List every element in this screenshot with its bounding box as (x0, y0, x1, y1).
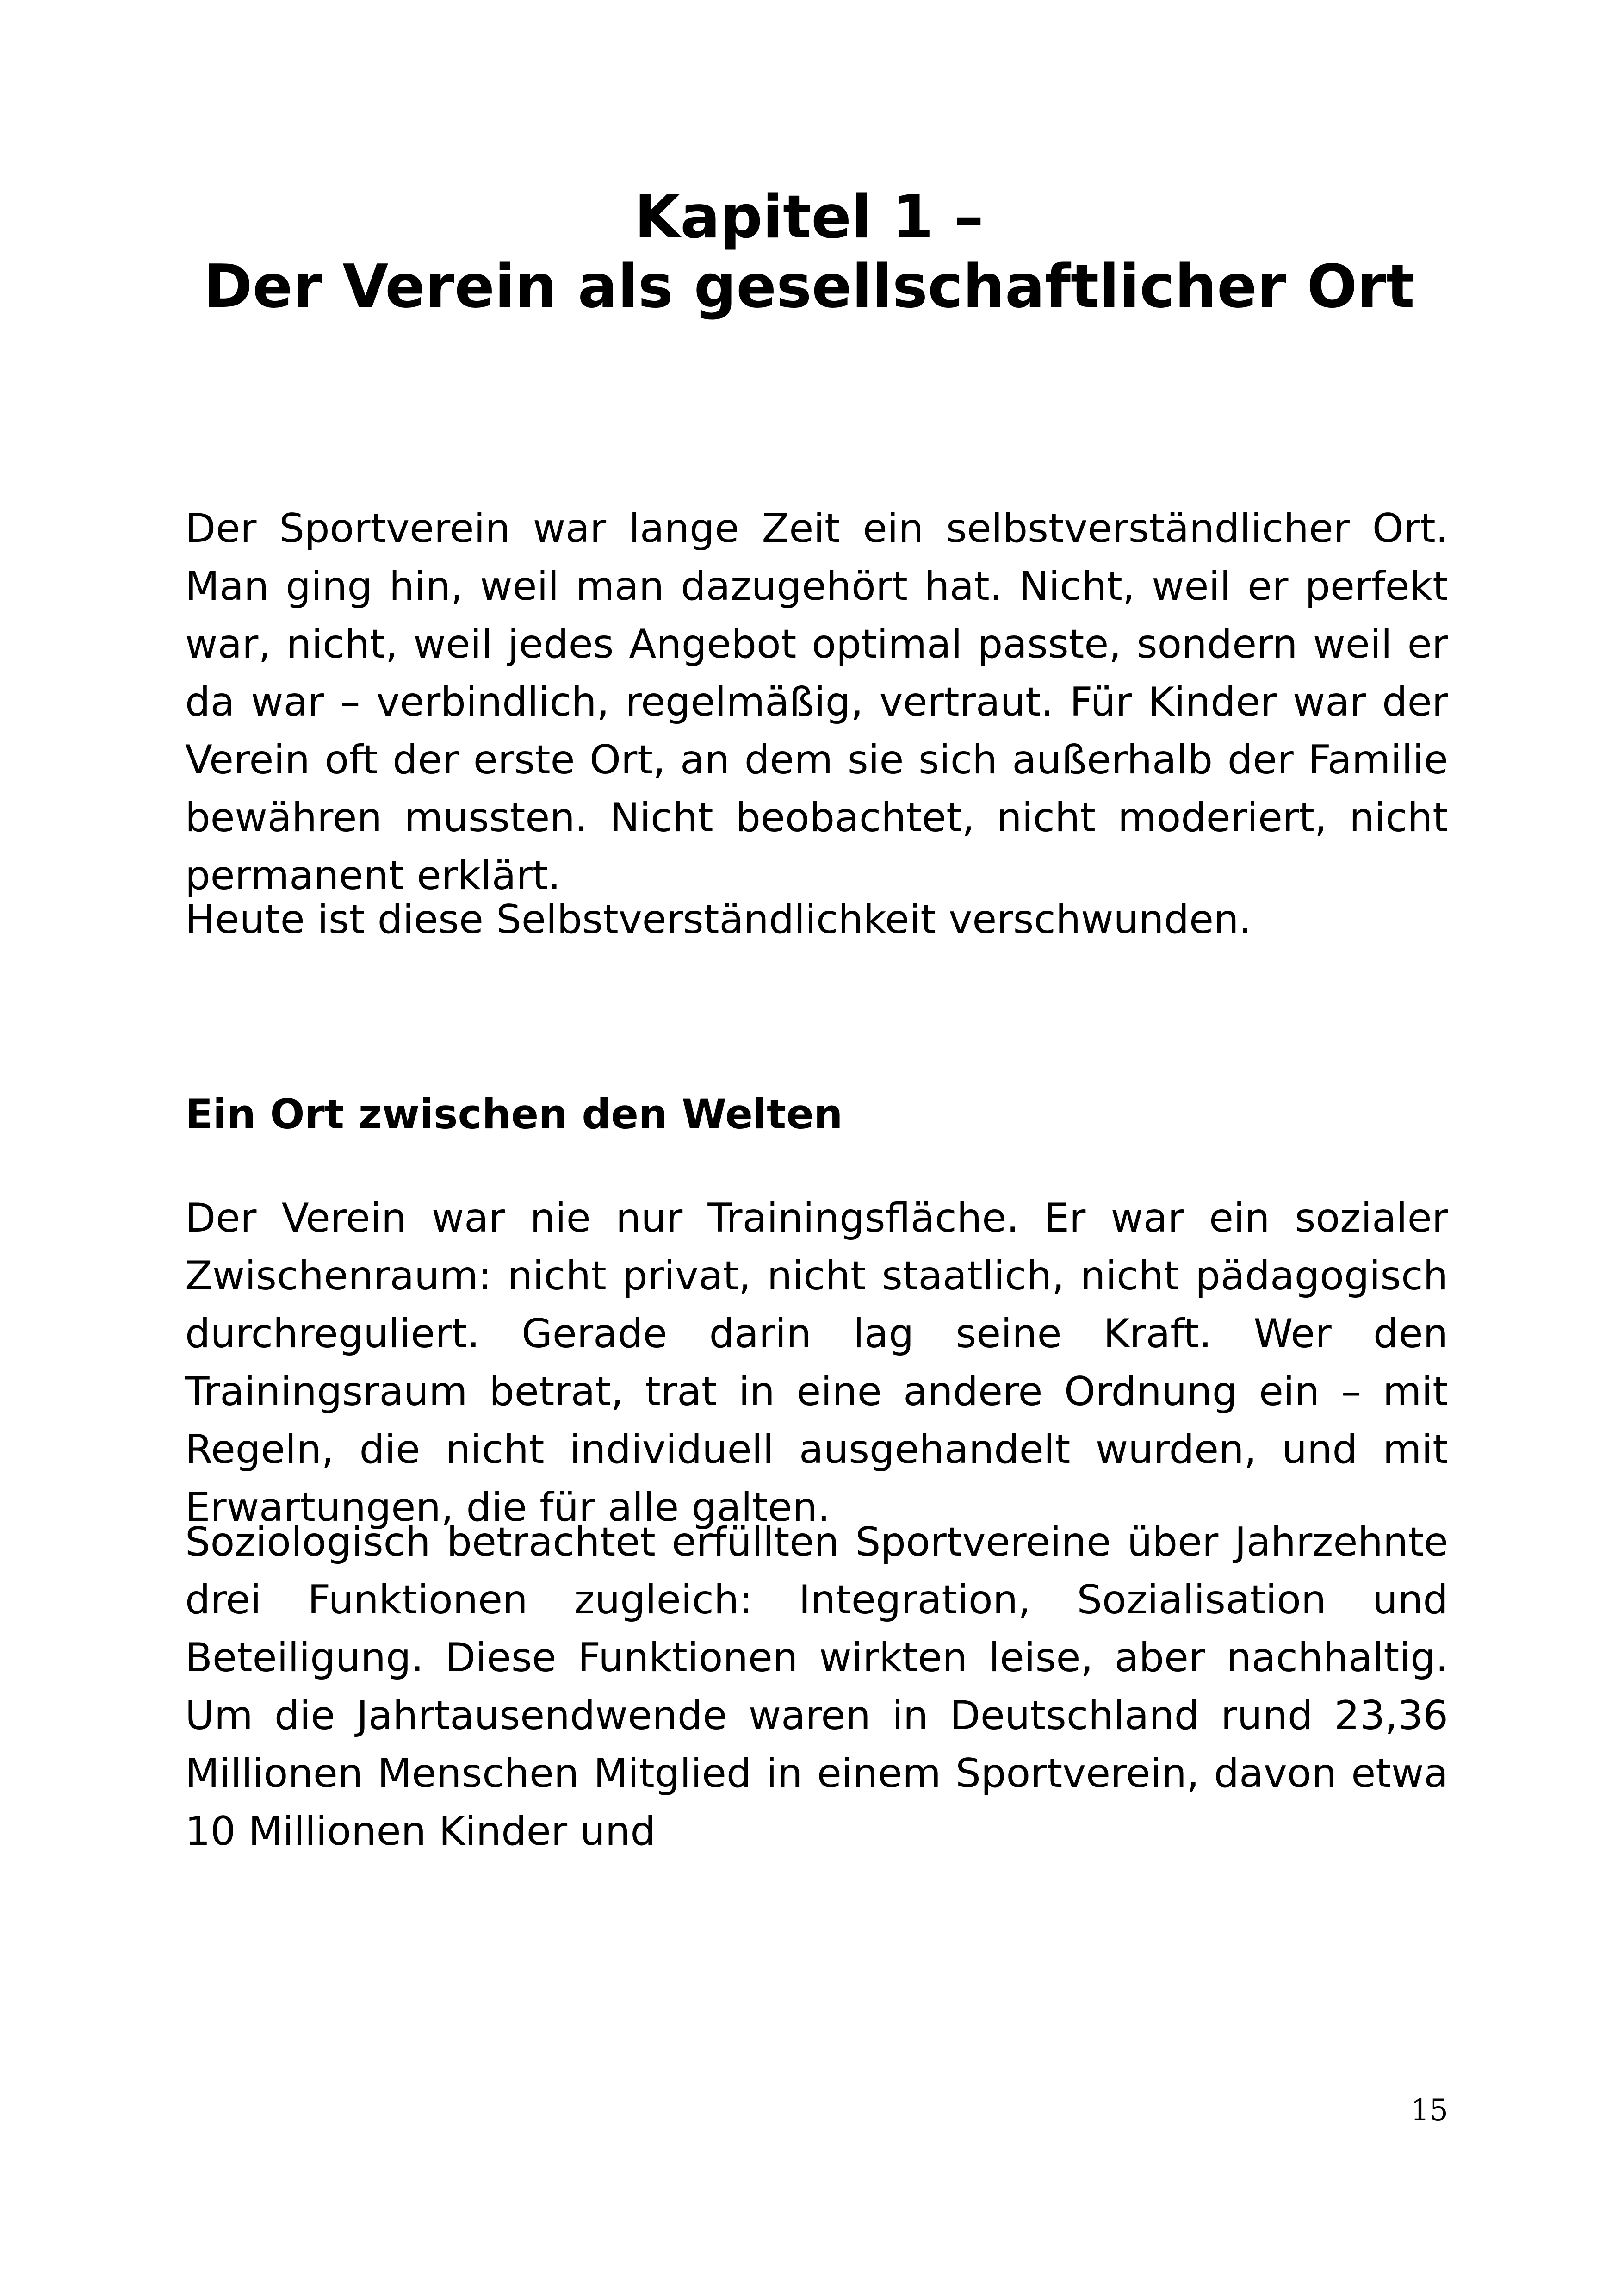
paragraph-today: Heute ist diese Selbstverständlichkeit verschwunden. (185, 896, 1252, 943)
chapter-title (0, 183, 1618, 322)
chapter-title-line-1: Kapitel 1 – (634, 183, 984, 252)
paragraph-intro: Der Sportverein war lange Zeit ein selbstverständlicher Ort. Man ging hin, weil man dazugehört hat. Nicht, weil er perfekt war, nicht, weil jedes Angebot optimal passte, sondern weil er da war – verbindlich, regelmäßig, vertraut. Für Kinder war der Verein oft der erste Ort, an dem sie sich außerhalb der Familie bewähren mussten. Nicht beobachtet, nicht moderiert, nicht permanent erklärt. (185, 505, 1448, 899)
paragraph-verein-zwischenraum: Der Verein war nie nur Trainingsfläche. Er war ein sozialer Zwischenraum: nicht privat, nicht staatlich, nicht pädagogisch durchreguliert. Gerade darin lag seine Kraft. Wer den Trainingsraum betrat, trat in eine andere Ordnung ein – mit Regeln, die nicht individuell ausgehandelt wurden, und mit Erwartungen, die für alle galten. (185, 1195, 1448, 1531)
chapter-title-line-2: Der Verein als gesellschaftlicher Ort (203, 252, 1415, 321)
paragraph-soziologisch: Soziologisch betrachtet erfüllten Sportvereine über Jahrzehnte drei Funktionen zugleich: Integration, Sozialisation und Beteiligung. Diese Funktionen wirkten leise, aber nachhaltig. Um die Jahrtausendwende waren in Deutschland rund 23,36 Millionen Menschen Mitglied in einem Sportverein, davon etwa 10 Millionen Kinder und (185, 1519, 1448, 1854)
section-heading: Ein Ort zwischen den Welten (185, 1090, 843, 1138)
page-number: 15 (1410, 2093, 1448, 2128)
